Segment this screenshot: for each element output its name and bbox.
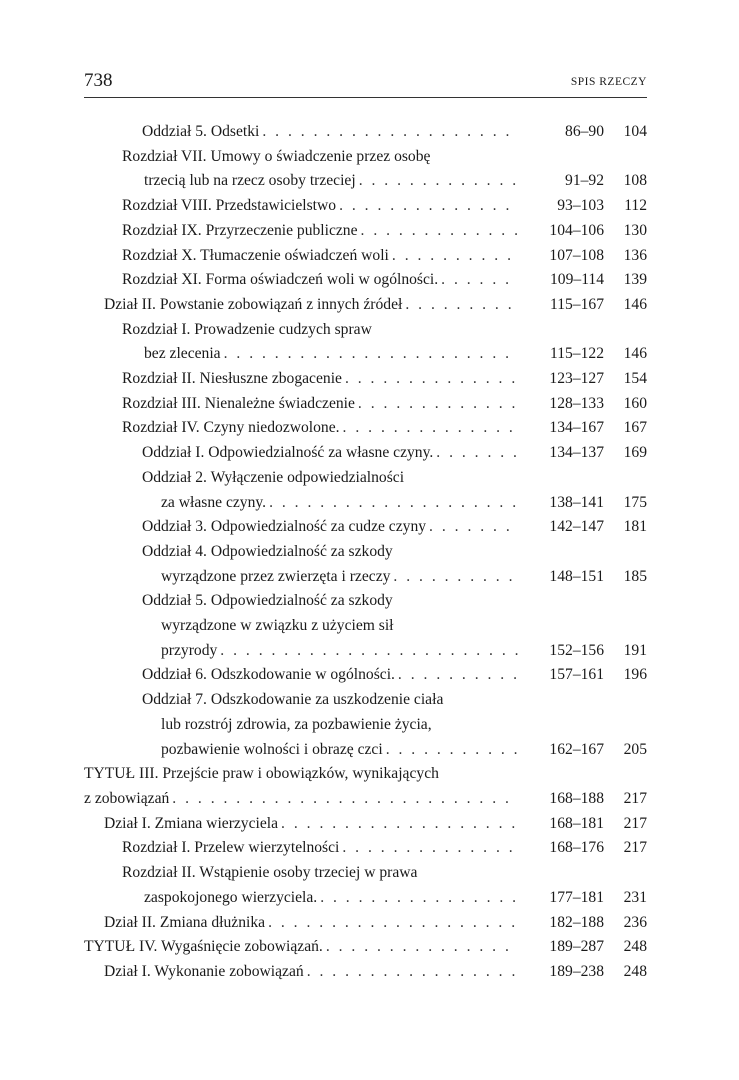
page-reference: 112 [624,197,647,215]
toc-entry-title [84,466,522,515]
page-reference: 205 [623,740,647,758]
toc-entry-title-line: Oddział 4. Odpowiedzialność za szkody [142,542,393,560]
toc-entry-title-line: trzecią lub na rzecz osoby trzeciej [144,172,356,190]
article-range: 182–188 [549,913,604,931]
toc-entry-title [84,911,522,936]
toc-entry [84,441,647,466]
toc-entry [84,911,647,936]
article-range: 152–156 [549,641,604,659]
toc-entry-title [84,416,522,441]
toc-entry [84,960,647,985]
page-reference: 154 [623,370,647,388]
page-reference: 181 [623,518,647,536]
article-range: 109–114 [550,271,604,289]
toc-entry-title-line: Rozdział III. Nienależne świadczenie [122,394,355,412]
dot-leader [269,491,518,516]
page-reference: 175 [623,493,647,511]
page-reference: 160 [623,394,647,412]
article-range: 128–133 [549,394,604,412]
toc-entry-title-line: wyrządzone w związku z użyciem sił [161,617,394,635]
page-reference: 217 [623,814,647,832]
toc-entry-title-line: Dział II. Powstanie zobowiązań z innych źródeł [104,295,403,313]
dot-leader [220,639,518,664]
page-reference: 196 [623,666,647,684]
dot-leader [339,194,518,219]
toc-entry-title-line: Rozdział II. Wstąpienie osoby trzeciej w prawa [122,864,418,882]
toc-entry [84,836,647,861]
toc-entry-title [84,293,522,318]
toc-entry [84,416,647,441]
article-range: 142–147 [549,518,604,536]
dot-leader [343,416,518,441]
dot-leader [429,515,518,540]
article-range: 134–167 [549,419,604,437]
article-range: 86–90 [565,123,604,140]
page-number: 738 [84,70,113,91]
toc-entry-title [84,812,522,837]
page-reference: 236 [623,913,647,931]
toc-entry-title-line: Rozdział VII. Umowy o świadczenie przez osobę [122,147,431,165]
toc-entry [84,392,647,417]
toc-entry-title [84,392,522,417]
dot-leader [436,441,518,466]
toc-entry-title-line: Oddział 3. Odpowiedzialność za cudze czyny [142,518,427,536]
toc-entry-title-line: Oddział 5. Odsetki [142,123,260,140]
toc-entry [84,688,647,762]
page-reference: 146 [623,345,647,363]
article-range: 189–238 [549,962,604,980]
toc-entry-title-line: Rozdział IV. Czyny niedozwolone. [122,419,340,437]
article-range: 115–122 [550,345,604,363]
dot-leader [386,738,518,763]
toc-entry-title-line: wyrządzone przez zwierzęta i rzeczy [161,567,391,585]
dot-leader [392,244,518,269]
toc-entry-title [84,441,522,466]
toc-entry-title-line: z zobowiązań [84,789,170,807]
toc-entry-title [84,540,522,589]
toc-entry-title-line: przyrody [161,641,218,659]
toc-entry [84,762,647,811]
dot-leader [262,120,518,145]
dot-leader [359,169,518,194]
toc-entry-title-line: Rozdział II. Niesłuszne zbogacenie [122,370,342,388]
toc-entry-title-line: Oddział 5. Odpowiedzialność za szkody [142,592,393,610]
toc-entry-title [84,367,522,392]
header-rule [84,97,647,98]
toc-entry-title-line: Rozdział X. Tłumaczenie oświadczeń woli [122,246,389,264]
toc-entry [84,515,647,540]
page-reference: 217 [623,839,647,857]
toc-entry-title [84,688,522,762]
toc-entry [84,589,647,663]
article-range: 104–106 [549,221,604,239]
dot-leader [393,565,518,590]
page-reference: 231 [623,888,647,906]
article-range: 93–103 [557,197,604,215]
toc-entry [84,812,647,837]
toc-entry-title-line: pozbawienie wolności i obrazę czci [161,740,383,758]
toc-entry [84,318,647,367]
toc-entry-title-line: TYTUŁ IV. Wygaśnięcie zobowiązań. [84,938,323,956]
article-range: 168–188 [549,789,604,807]
page-reference: 146 [623,295,647,313]
dot-leader [172,787,518,812]
toc-entry-title-line: Oddział 6. Odszkodowanie w ogólności. [142,666,395,684]
page-reference: 169 [623,444,647,462]
toc-entry-title [84,762,522,811]
toc-entry [84,367,647,392]
page-reference: 248 [623,962,647,980]
toc-entry-title-line: Oddział I. Odpowiedzialność za własne czyny. [142,444,434,462]
toc-entry-title [84,120,522,145]
toc-entry [84,466,647,515]
toc-entry-title [84,663,522,688]
toc-entry-title [84,935,522,960]
toc-entry-title-line: Rozdział VIII. Przedstawicielstwo [122,197,337,215]
article-range: 91–92 [565,172,604,190]
article-range: 177–181 [549,888,604,906]
toc-entry-title-line: Rozdział IX. Przyrzeczenie publiczne [122,221,358,239]
toc-entry [84,663,647,688]
toc-entry-title [84,219,522,244]
dot-leader [361,219,518,244]
toc-entry-title [84,836,522,861]
dot-leader [326,935,518,960]
toc-entry-title-line: bez zlecenia [144,345,221,363]
article-range: 123–127 [549,370,604,388]
page-reference: 167 [623,419,647,437]
toc-entry-title-line: lub rozstrój zdrowia, za pozbawienie życia, [161,715,432,733]
toc-entry [84,219,647,244]
toc-entry-title-line: za własne czyny. [161,493,267,511]
article-range: 162–167 [549,740,604,758]
dot-leader [398,663,518,688]
toc-entry-title [84,589,522,663]
toc-entry-title [84,244,522,269]
toc-entry [84,861,647,910]
dot-leader [307,960,518,985]
table-of-contents [84,120,647,985]
toc-entry-title-line: Rozdział XI. Forma oświadczeń woli w ogólności. [122,271,439,289]
toc-entry-title [84,861,522,910]
toc-entry-title [84,194,522,219]
page-reference: 136 [623,246,647,264]
dot-leader [441,268,518,293]
dot-leader [320,886,518,911]
toc-entry-title-line: zaspokojonego wierzyciela. [144,888,318,906]
toc-entry-title [84,960,522,985]
toc-entry [84,540,647,589]
page-reference: 104 [623,123,647,140]
toc-entry [84,293,647,318]
article-range: 168–176 [549,839,604,857]
dot-leader [268,911,518,936]
toc-entry-title-line: TYTUŁ III. Przejście praw i obowiązków, wynikających [84,765,439,783]
article-range: 168–181 [549,814,604,832]
toc-entry [84,194,647,219]
toc-entry-title-line: Dział I. Zmiana wierzyciela [104,814,279,832]
toc-entry [84,244,647,269]
toc-entry [84,120,647,145]
article-range: 138–141 [549,493,604,511]
dot-leader [342,836,518,861]
toc-entry [84,145,647,194]
toc-entry-title-line: Rozdział I. Prowadzenie cudzych spraw [122,320,372,338]
article-range: 148–151 [549,567,604,585]
article-range: 157–161 [549,666,604,684]
article-range: 134–137 [549,444,604,462]
page-header [84,70,647,98]
toc-entry-title-line: Dział II. Zmiana dłużnika [104,913,266,931]
page-reference: 217 [623,789,647,807]
page-reference: 108 [623,172,647,190]
toc-entry-title [84,145,522,194]
toc-entry-title [84,515,522,540]
toc-entry-title-line: Oddział 2. Wyłączenie odpowiedzialności [142,468,405,486]
page-reference: 139 [623,271,647,289]
toc-entry-title [84,318,522,367]
page-reference: 185 [623,567,647,585]
page-reference: 248 [623,938,647,956]
dot-leader [345,367,518,392]
dot-leader [405,293,518,318]
toc-entry [84,935,647,960]
toc-entry-title-line: Rozdział I. Przelew wierzytelności [122,839,340,857]
toc-entry-title-line: Dział I. Wykonanie zobowiązań [104,962,304,980]
running-title: SPIS RZECZY [570,76,647,88]
dot-leader [281,812,518,837]
page-reference: 130 [623,221,647,239]
article-range: 115–167 [550,295,604,313]
toc-entry-title [84,268,522,293]
page-reference: 191 [623,641,647,659]
article-range: 107–108 [549,246,604,264]
toc-entry-title-line: Oddział 7. Odszkodowanie za uszkodzenie ciała [142,691,444,709]
dot-leader [224,342,518,367]
article-range: 189–287 [549,938,604,956]
toc-entry [84,268,647,293]
dot-leader [358,392,518,417]
